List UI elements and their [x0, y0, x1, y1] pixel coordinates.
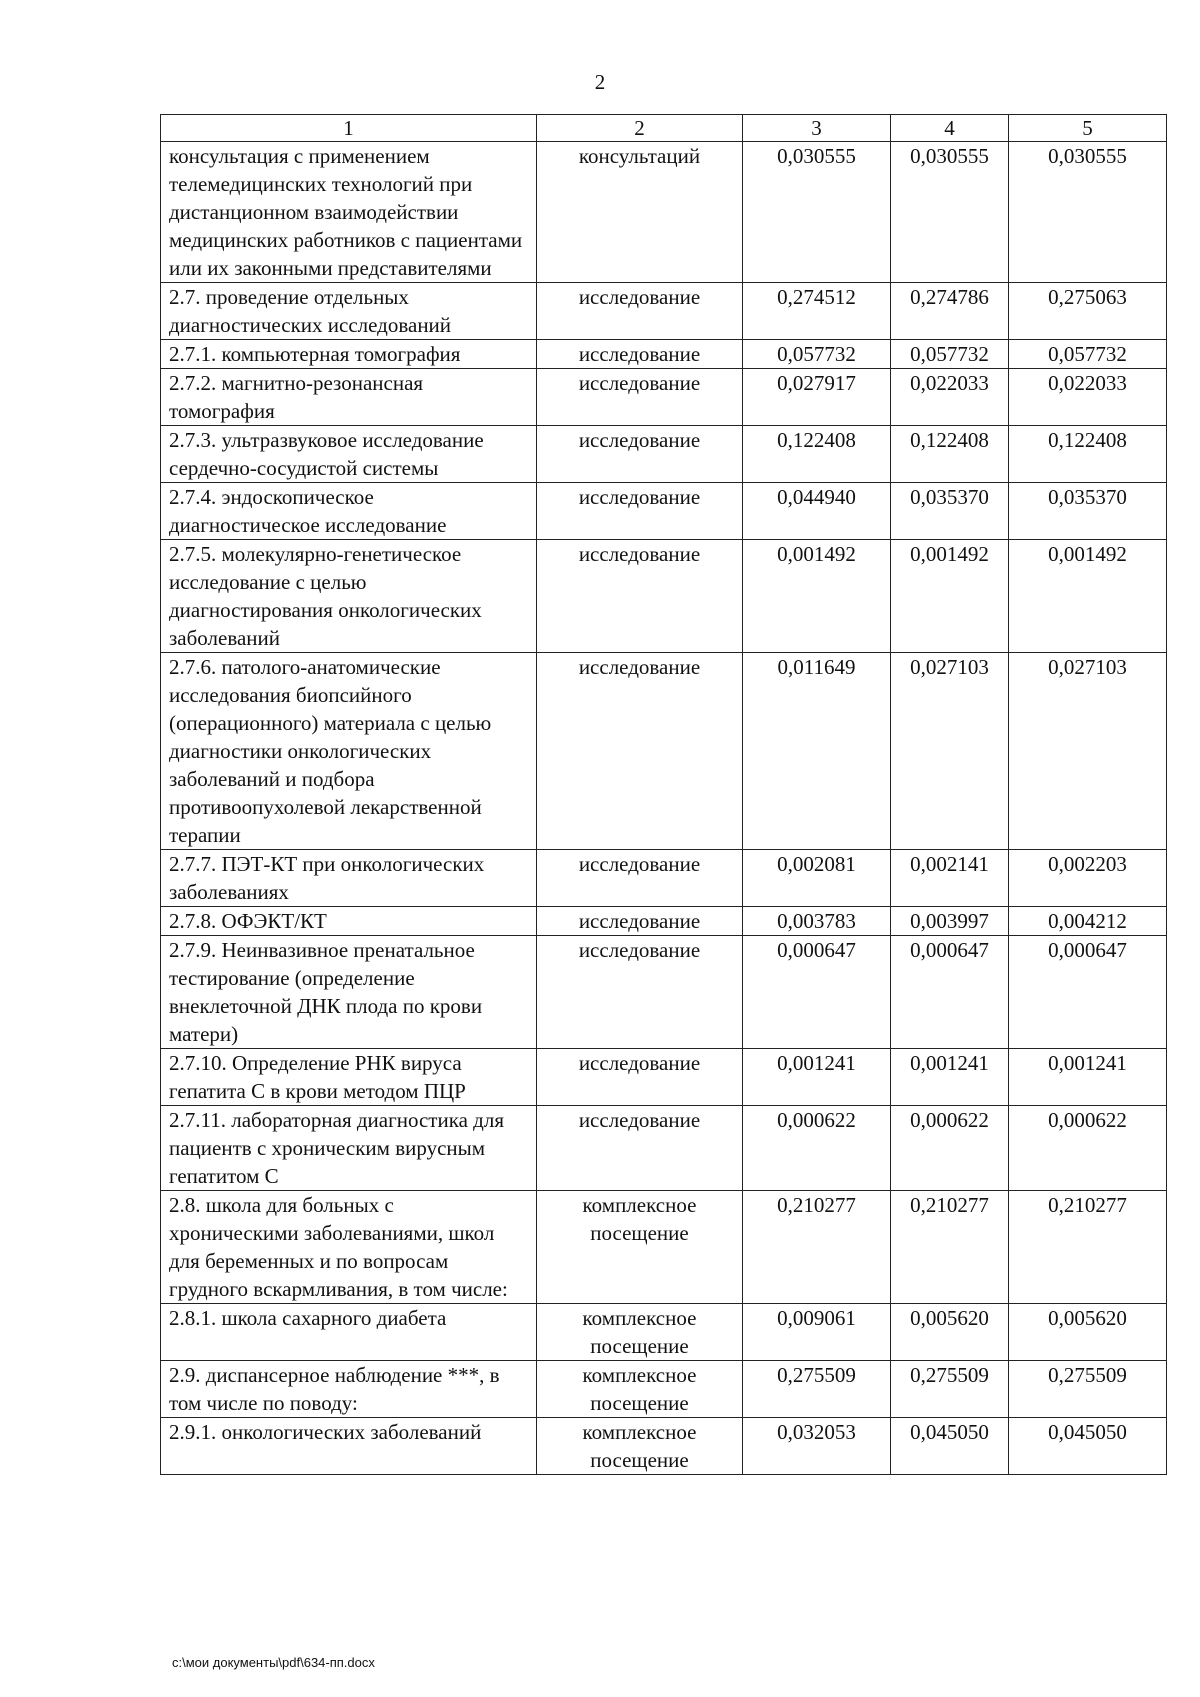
row-unit: консультаций	[537, 142, 743, 283]
row-name: 2.7. проведение отдельных диагностических исследований	[161, 283, 537, 340]
column-header: 3	[743, 115, 891, 142]
column-header: 2	[537, 115, 743, 142]
row-value-3: 0,011649	[743, 653, 891, 850]
row-value-3: 0,001241	[743, 1049, 891, 1106]
table-row	[161, 483, 1167, 540]
row-value-3: 0,122408	[743, 426, 891, 483]
row-value-3: 0,002081	[743, 850, 891, 907]
row-value-3: 0,009061	[743, 1304, 891, 1361]
column-header: 4	[891, 115, 1009, 142]
row-unit: комплексное посещение	[537, 1418, 743, 1475]
row-value-4: 0,274786	[891, 283, 1009, 340]
table-row	[161, 540, 1167, 653]
row-name: 2.7.2. магнитно-резонансная томография	[161, 369, 537, 426]
table-body	[161, 142, 1167, 1475]
table-row	[161, 369, 1167, 426]
row-unit: исследование	[537, 1106, 743, 1191]
row-value-3: 0,275509	[743, 1361, 891, 1418]
row-value-5: 0,030555	[1009, 142, 1167, 283]
row-name: 2.7.5. молекулярно-генетическое исследование с целью диагностирования онкологических заболеваний	[161, 540, 537, 653]
row-unit: исследование	[537, 850, 743, 907]
row-name: 2.7.10. Определение РНК вируса гепатита С в крови методом ПЦР	[161, 1049, 537, 1106]
row-value-3: 0,030555	[743, 142, 891, 283]
row-value-5: 0,057732	[1009, 340, 1167, 369]
row-value-5: 0,001241	[1009, 1049, 1167, 1106]
column-header: 1	[161, 115, 537, 142]
row-value-4: 0,027103	[891, 653, 1009, 850]
row-name: 2.7.7. ПЭТ-КТ при онкологических заболеваниях	[161, 850, 537, 907]
row-unit: исследование	[537, 1049, 743, 1106]
table-row	[161, 142, 1167, 283]
row-value-4: 0,057732	[891, 340, 1009, 369]
row-unit: исследование	[537, 540, 743, 653]
row-name: 2.8. школа для больных с хроническими заболеваниями, школ для беременных и по вопросам грудного вскармливания, в том числе:	[161, 1191, 537, 1304]
row-unit: исследование	[537, 340, 743, 369]
row-value-3: 0,044940	[743, 483, 891, 540]
row-value-5: 0,210277	[1009, 1191, 1167, 1304]
table-row	[161, 340, 1167, 369]
row-value-5: 0,005620	[1009, 1304, 1167, 1361]
row-value-5: 0,275509	[1009, 1361, 1167, 1418]
table-row	[161, 1304, 1167, 1361]
row-unit: исследование	[537, 283, 743, 340]
row-name: 2.7.11. лабораторная диагностика для пациентв с хроническим вирусным гепатитом С	[161, 1106, 537, 1191]
row-value-4: 0,210277	[891, 1191, 1009, 1304]
row-value-4: 0,001492	[891, 540, 1009, 653]
row-value-3: 0,032053	[743, 1418, 891, 1475]
row-value-3: 0,027917	[743, 369, 891, 426]
row-unit: исследование	[537, 653, 743, 850]
table-row	[161, 1191, 1167, 1304]
row-value-3: 0,000647	[743, 936, 891, 1049]
table-row	[161, 1418, 1167, 1475]
row-value-3: 0,003783	[743, 907, 891, 936]
row-value-4: 0,005620	[891, 1304, 1009, 1361]
row-value-4: 0,000622	[891, 1106, 1009, 1191]
row-name: 2.9. диспансерное наблюдение ***, в том числе по поводу:	[161, 1361, 537, 1418]
row-value-5: 0,004212	[1009, 907, 1167, 936]
row-value-5: 0,000622	[1009, 1106, 1167, 1191]
table-row	[161, 907, 1167, 936]
row-value-4: 0,122408	[891, 426, 1009, 483]
row-name: 2.7.9. Неинвазивное пренатальное тестирование (определение внеклеточной ДНК плода по крови матери)	[161, 936, 537, 1049]
table-row	[161, 1106, 1167, 1191]
row-value-3: 0,000622	[743, 1106, 891, 1191]
row-value-3: 0,274512	[743, 283, 891, 340]
table-row	[161, 283, 1167, 340]
row-name: 2.7.4. эндоскопическое диагностическое исследование	[161, 483, 537, 540]
row-name: консультация с применением телемедицинских технологий при дистанционном взаимодействии медицинских работников с пациентами или их законными представителями	[161, 142, 537, 283]
row-name: 2.7.3. ультразвуковое исследование сердечно-сосудистой системы	[161, 426, 537, 483]
row-name: 2.9.1. онкологических заболеваний	[161, 1418, 537, 1475]
row-value-5: 0,122408	[1009, 426, 1167, 483]
row-value-4: 0,002141	[891, 850, 1009, 907]
column-header: 5	[1009, 115, 1167, 142]
row-value-3: 0,210277	[743, 1191, 891, 1304]
row-value-3: 0,057732	[743, 340, 891, 369]
row-value-5: 0,035370	[1009, 483, 1167, 540]
row-value-4: 0,275509	[891, 1361, 1009, 1418]
row-name: 2.7.1. компьютерная томография	[161, 340, 537, 369]
table-row	[161, 426, 1167, 483]
row-value-5: 0,000647	[1009, 936, 1167, 1049]
row-value-4: 0,022033	[891, 369, 1009, 426]
row-value-5: 0,022033	[1009, 369, 1167, 426]
row-value-4: 0,035370	[891, 483, 1009, 540]
table-header-row	[161, 115, 1167, 142]
table-row	[161, 1361, 1167, 1418]
row-unit: комплексное посещение	[537, 1304, 743, 1361]
footer-file-path: c:\мои документы\pdf\634-пп.docx	[172, 1655, 375, 1670]
row-value-4: 0,045050	[891, 1418, 1009, 1475]
row-value-4: 0,000647	[891, 936, 1009, 1049]
row-name: 2.7.8. ОФЭКТ/КТ	[161, 907, 537, 936]
row-value-5: 0,027103	[1009, 653, 1167, 850]
row-unit: исследование	[537, 936, 743, 1049]
data-table	[160, 114, 1167, 1475]
row-value-5: 0,045050	[1009, 1418, 1167, 1475]
row-unit: исследование	[537, 426, 743, 483]
row-value-4: 0,030555	[891, 142, 1009, 283]
row-value-4: 0,001241	[891, 1049, 1009, 1106]
row-unit: исследование	[537, 369, 743, 426]
page-number: 2	[594, 70, 606, 94]
row-value-5: 0,002203	[1009, 850, 1167, 907]
row-value-3: 0,001492	[743, 540, 891, 653]
table-row	[161, 936, 1167, 1049]
row-unit: комплексное посещение	[537, 1191, 743, 1304]
row-unit: комплексное посещение	[537, 1361, 743, 1418]
row-value-4: 0,003997	[891, 907, 1009, 936]
row-name: 2.8.1. школа сахарного диабета	[161, 1304, 537, 1361]
table-row	[161, 1049, 1167, 1106]
row-name: 2.7.6. патолого-анатомические исследования биопсийного (операционного) материала с целью диагностики онкологических заболеваний и подбора противоопухолевой лекарственной терапии	[161, 653, 537, 850]
row-value-5: 0,001492	[1009, 540, 1167, 653]
table-row	[161, 850, 1167, 907]
row-unit: исследование	[537, 483, 743, 540]
table-row	[161, 653, 1167, 850]
row-unit: исследование	[537, 907, 743, 936]
row-value-5: 0,275063	[1009, 283, 1167, 340]
